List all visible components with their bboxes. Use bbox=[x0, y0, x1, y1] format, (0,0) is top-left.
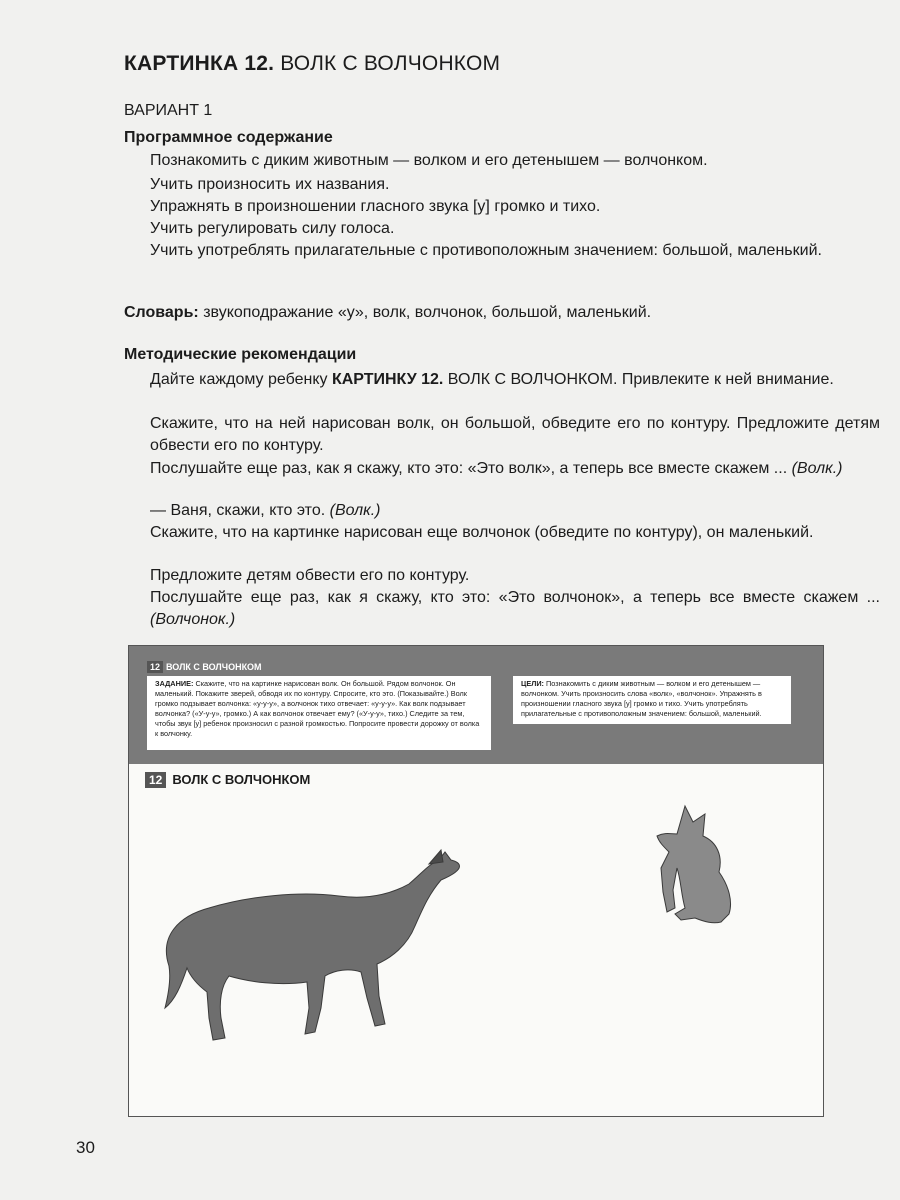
methods-p1-c: ВОЛК С ВОЛЧОНКОМ. Привлеките к ней внимание. bbox=[443, 371, 834, 388]
methods-paragraph-2: Скажите, что на ней нарисован волк, он большой, обведите его по контуру. Предложите детям обвести его по контуру. bbox=[150, 415, 880, 454]
dictionary bbox=[124, 302, 854, 324]
card-number: 12 bbox=[145, 772, 166, 788]
dictionary-text: звукоподражание «у», волк, волчонок, большой, маленький. bbox=[203, 304, 652, 321]
task-label: ЗАДАНИЕ: bbox=[155, 679, 194, 688]
methods-paragraph-3 bbox=[124, 458, 880, 480]
methods-p7-a: Послушайте еще раз, как я скажу, кто это: «Это волчонок», а теперь все вместе скажем ... bbox=[150, 589, 880, 606]
page-number: 30 bbox=[76, 1138, 95, 1157]
goals-label: ЦЕЛИ: bbox=[521, 679, 544, 688]
page-title bbox=[124, 52, 500, 76]
title-rest: ВОЛК С ВОЛЧОНКОМ bbox=[280, 52, 501, 75]
methods-p4-b: (Волк.) bbox=[329, 502, 381, 519]
wolf-cub-icon bbox=[657, 806, 731, 923]
methods-p3-b: (Волк.) bbox=[791, 460, 843, 477]
methods-heading: Методические рекомендации bbox=[124, 346, 357, 363]
program-line-2: Учить произносить их названия. bbox=[150, 176, 390, 193]
variant-label: ВАРИАНТ 1 bbox=[124, 102, 213, 119]
methods-p4-a: — Ваня, скажи, кто это. bbox=[150, 502, 330, 519]
program-line-3: Упражнять в произношении гласного звука [у] громко и тихо. bbox=[150, 198, 601, 215]
program-line-1: Познакомить с диким животным — волком и его детенышем — волчонком. bbox=[150, 152, 708, 169]
goals-text: Познакомить с диким животным — волком и его детенышем — волчонком. Учить произносить слова «волк», «волчонок». Упражнять в произношении гласного звука [у] громко и тихо. Учить употреблять прилагательные с противоположным значением: большой, маленький. bbox=[521, 679, 762, 718]
wolf-illustration bbox=[129, 646, 823, 1116]
title-bold: КАРТИНКА 12. bbox=[124, 52, 275, 75]
methods-p7-b: (Волчонок.) bbox=[150, 611, 236, 628]
dictionary-label: Словарь: bbox=[124, 304, 199, 321]
methods-p3-a: Послушайте еще раз, как я скажу, кто это: «Это волк», а теперь все вместе скажем ... bbox=[150, 460, 792, 477]
program-line-5: Учить употреблять прилагательные с противоположным значением: большой, маленький. bbox=[150, 242, 822, 259]
methods-paragraph-5: Скажите, что на картинке нарисован еще волчонок (обведите по контуру), он маленький. bbox=[150, 524, 814, 541]
picture-card bbox=[128, 645, 824, 1117]
methods-paragraph-7 bbox=[124, 587, 880, 631]
wolf-icon bbox=[165, 850, 460, 1040]
card-title: ВОЛК С ВОЛЧОНКОМ bbox=[172, 772, 311, 787]
task-text: Скажите, что на картинке нарисован волк. Он большой. Рядом волчонок. Он маленький. Покажите зверей, обводя их по контуру. Спросите, кто это. (Показывайте.) Волк громко подзывает волчонка: «у-у-у», а волчонок тихо отвечает: «у-у-у». Как волк подзывает волчонка? («У-у-у», громко.) А как волчонок отвечает ему? («У-у-у», тихо.) Следите за тем, чтобы звук [у] ребенок произносил с разной громкостью. Попросите провести дорожку от волка к волчонку. bbox=[155, 679, 480, 738]
card-header-title: ВОЛК С ВОЛЧОНКОМ bbox=[166, 662, 262, 672]
methods-p1-a: Дайте каждому ребенку bbox=[150, 371, 332, 388]
program-heading: Программное содержание bbox=[124, 129, 333, 146]
methods-paragraph-4 bbox=[124, 500, 880, 522]
program-line-4: Учить регулировать силу голоса. bbox=[150, 220, 395, 237]
methods-paragraph-1 bbox=[124, 369, 880, 391]
methods-paragraph-6: Предложите детям обвести его по контуру. bbox=[150, 567, 470, 584]
methods-p1-b: КАРТИНКУ 12. bbox=[331, 371, 444, 388]
card-header-number: 12 bbox=[147, 661, 163, 673]
